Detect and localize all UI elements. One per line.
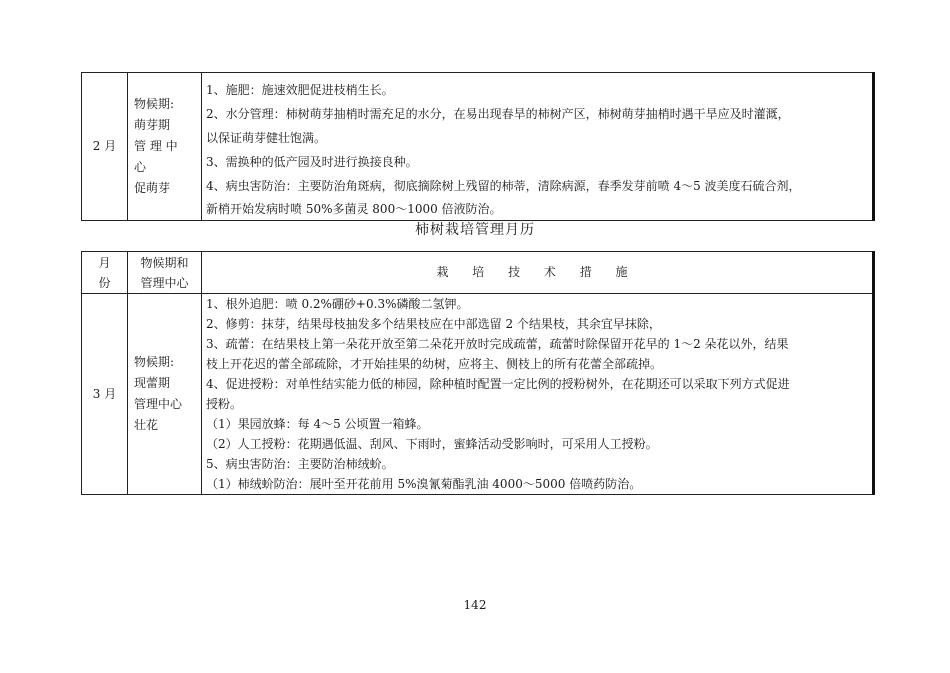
measure-line: 以保证萌芽健壮饱满。 (206, 130, 327, 145)
phase-line: 物候期: (134, 97, 175, 111)
phase-line: 萌芽期 (134, 118, 171, 132)
month-cell: 3 月 (82, 294, 128, 495)
table-row (82, 294, 874, 495)
measure-line: 4、促进授粉：对单性结实能力低的柿园，除种植时配置一定比例的授粉树外，在花期还可以采取下列方式促进 (206, 377, 790, 391)
measures-cell (202, 294, 874, 495)
measure-line: 1、施肥：施速效肥促进枝梢生长。 (206, 82, 394, 97)
measure-line: （2）人工授粉：花期遇低温、刮风、下雨时，蜜蜂活动受影响时，可采用人工授粉。 (206, 437, 658, 451)
measure-line: （1）柿绒蚧防治：展叶至开花前用 5%溴氰菊酯乳油 4000～5000 倍喷药防治。 (206, 477, 642, 491)
measure-line: 4、病虫害防治：主要防治角斑病，彻底摘除树上残留的柿蒂，清除病源，春季发芽前喷 4～5 波美度石硫合剂， (206, 178, 801, 193)
phase-line: 心 (134, 160, 147, 174)
measure-line: 1、根外追肥：喷 0.2%硼砂+0.3%磷酸二氢钾。 (206, 297, 469, 311)
measure-line: 5、病虫害防治：主要防治柿绒蚧。 (206, 457, 394, 471)
header-phase-line: 物候期和 (140, 255, 189, 270)
header-month-line: 月 (98, 255, 111, 270)
header-phase-line: 管理中心 (140, 275, 189, 290)
table-row (82, 73, 874, 221)
march-table (81, 251, 875, 495)
page-number: 142 (463, 598, 487, 612)
header-phase (128, 252, 202, 294)
phase-cell (128, 294, 202, 495)
phase-line: 促萌芽 (134, 181, 171, 195)
measure-line: 3、疏蕾：在结果枝上第一朵花开放至第二朵花开放时完成疏蕾，疏蕾时除保留开花早的 1～2 朵花以外，结果 (206, 337, 789, 351)
page-title: 柿树栽培管理月历 (415, 222, 535, 238)
measure-line: 2、水分管理：柿树萌芽抽梢时需充足的水分，在易出现春旱的柿树产区，柿树萌芽抽梢时遇干旱应及时灌溉， (206, 106, 790, 121)
phase-line: 物候期: (134, 355, 175, 369)
phase-line: 壮花 (134, 418, 159, 432)
phase-cell (128, 73, 202, 221)
measure-line: 授粉。 (206, 397, 243, 411)
measure-line: 2、修剪：抹芽，结果母枝抽发多个结果枝应在中部选留 2 个结果枝，其余宜早抹除， (206, 317, 661, 331)
month-cell: 2 月 (82, 73, 128, 221)
phase-line: 现蕾期 (134, 376, 171, 390)
measures-cell (202, 73, 874, 221)
header-row (82, 252, 874, 294)
measure-line: 枝上开花迟的蕾全部疏除，才开始挂果的幼树，应将主、侧枝上的所有花蕾全部疏掉。 (206, 357, 663, 371)
header-month-line: 份 (98, 275, 111, 290)
header-month (82, 252, 128, 294)
february-table (81, 72, 875, 221)
phase-line: 管 理 中 (134, 139, 178, 153)
measure-line: 3、需换种的低产园及时进行换接良种。 (206, 154, 418, 169)
measure-line: （1）果园放蜂：每 4～5 公顷置一箱蜂。 (206, 417, 429, 431)
phase-line: 管理中心 (134, 397, 183, 411)
measure-line: 新梢开始发病时喷 50%多菌灵 800～1000 倍液防治。 (206, 201, 502, 216)
header-measures: 栽 培 技 术 措 施 (202, 252, 874, 294)
